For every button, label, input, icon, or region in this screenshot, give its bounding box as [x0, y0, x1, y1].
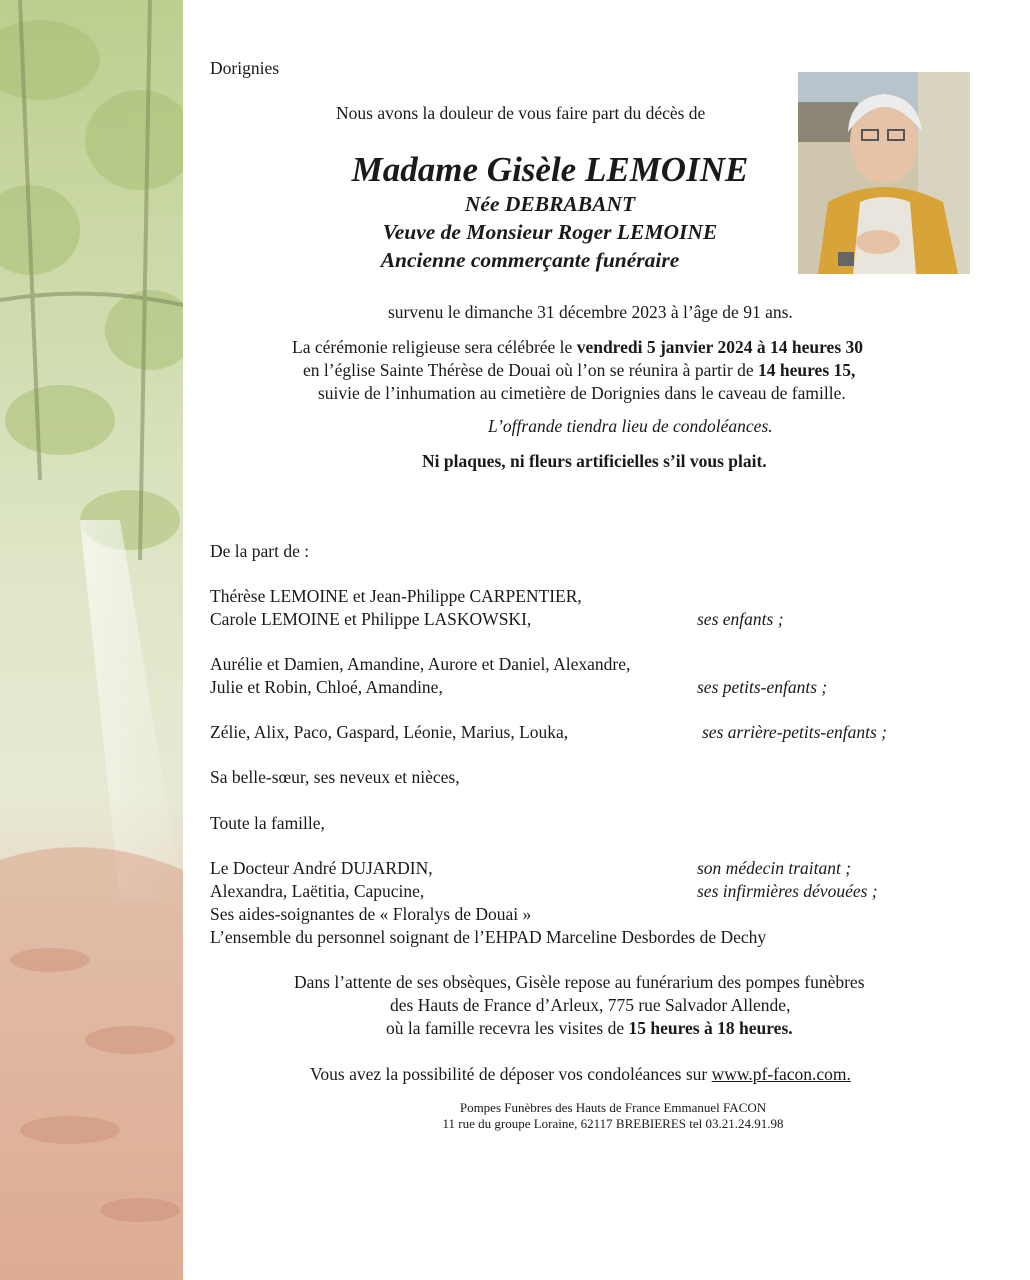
children-line-2: Carole LEMOINE et Philippe LASKOWSKI,	[210, 609, 532, 629]
nurses: Alexandra, Laëtitia, Capucine,	[210, 881, 425, 901]
no-flowers-note: Ni plaques, ni fleurs artificielles s’il vous plait.	[422, 451, 767, 471]
grandchildren-line-1: Aurélie et Damien, Amandine, Aurore et Daniel, Alexandre,	[210, 654, 631, 674]
grandchildren-line-2: Julie et Robin, Chloé, Amandine,	[210, 677, 443, 697]
children-line-1: Thérèse LEMOINE et Jean-Philippe CARPENTIER,	[210, 586, 582, 606]
offering-note: L’offrande tiendra lieu de condoléances.	[488, 416, 773, 436]
maiden-name: Née DEBRABANT	[464, 192, 636, 216]
rest-line-2: des Hauts de France d’Arleux, 775 rue Salvador Allende,	[390, 995, 791, 1015]
children-label: ses enfants ;	[697, 609, 784, 629]
portrait-photo	[798, 72, 970, 274]
occupation: Ancienne commerçante funéraire	[380, 248, 680, 272]
widow-of: Veuve de Monsieur Roger LEMOINE	[382, 220, 718, 244]
rest-line-1: Dans l’attente de ses obsèques, Gisèle repose au funérarium des pompes funèbres	[294, 972, 865, 992]
intro-text: Nous avons la douleur de vous faire part du décès de	[336, 103, 706, 123]
doctor-label: son médecin traitant ;	[697, 858, 852, 878]
condolences-link[interactable]: www.pf-facon.com.	[711, 1064, 851, 1084]
doctor: Le Docteur André DUJARDIN,	[210, 858, 433, 878]
footer-address: 11 rue du groupe Loraine, 62117 BREBIERES tel 03.21.24.91.98	[442, 1116, 784, 1131]
all-family: Toute la famille,	[210, 813, 325, 833]
great-grandchildren: Zélie, Alix, Paco, Gaspard, Léonie, Marius, Louka,	[210, 722, 569, 742]
deceased-name: Madame Gisèle LEMOINE	[351, 150, 749, 189]
from-heading: De la part de :	[210, 541, 310, 561]
caregivers: Ses aides-soignantes de « Floralys de Douai »	[210, 904, 532, 924]
forest-path-image	[0, 0, 183, 1280]
death-date: survenu le dimanche 31 décembre 2023 à l’âge de 91 ans.	[388, 302, 793, 322]
rest-line-3: où la famille recevra les visites de 15 heures à 18 heures.	[386, 1018, 793, 1038]
nurses-label: ses infirmières dévouées ;	[697, 881, 878, 901]
care-staff: L’ensemble du personnel soignant de l’EHPAD Marceline Desbordes de Dechy	[210, 927, 767, 947]
grandchildren-label: ses petits-enfants ;	[697, 677, 828, 697]
in-laws: Sa belle-sœur, ses neveux et nièces,	[210, 767, 460, 787]
ceremony-line-3: suivie de l’inhumation au cimetière de Dorignies dans le caveau de famille.	[318, 383, 846, 403]
condolences-text: Vous avez la possibilité de déposer vos condoléances sur www.pf-facon.com.	[310, 1064, 851, 1084]
ceremony-line-1: La cérémonie religieuse sera célébrée le vendredi 5 janvier 2024 à 14 heures 30	[292, 337, 864, 357]
footer-company: Pompes Funèbres des Hauts de France Emmanuel FACON	[459, 1100, 767, 1115]
great-grandchildren-label: ses arrière-petits-enfants ;	[702, 722, 888, 742]
ceremony-line-2: en l’église Sainte Thérèse de Douai où l’on se réunira à partir de 14 heures 15,	[303, 360, 856, 380]
town-name: Dorignies	[210, 58, 280, 78]
